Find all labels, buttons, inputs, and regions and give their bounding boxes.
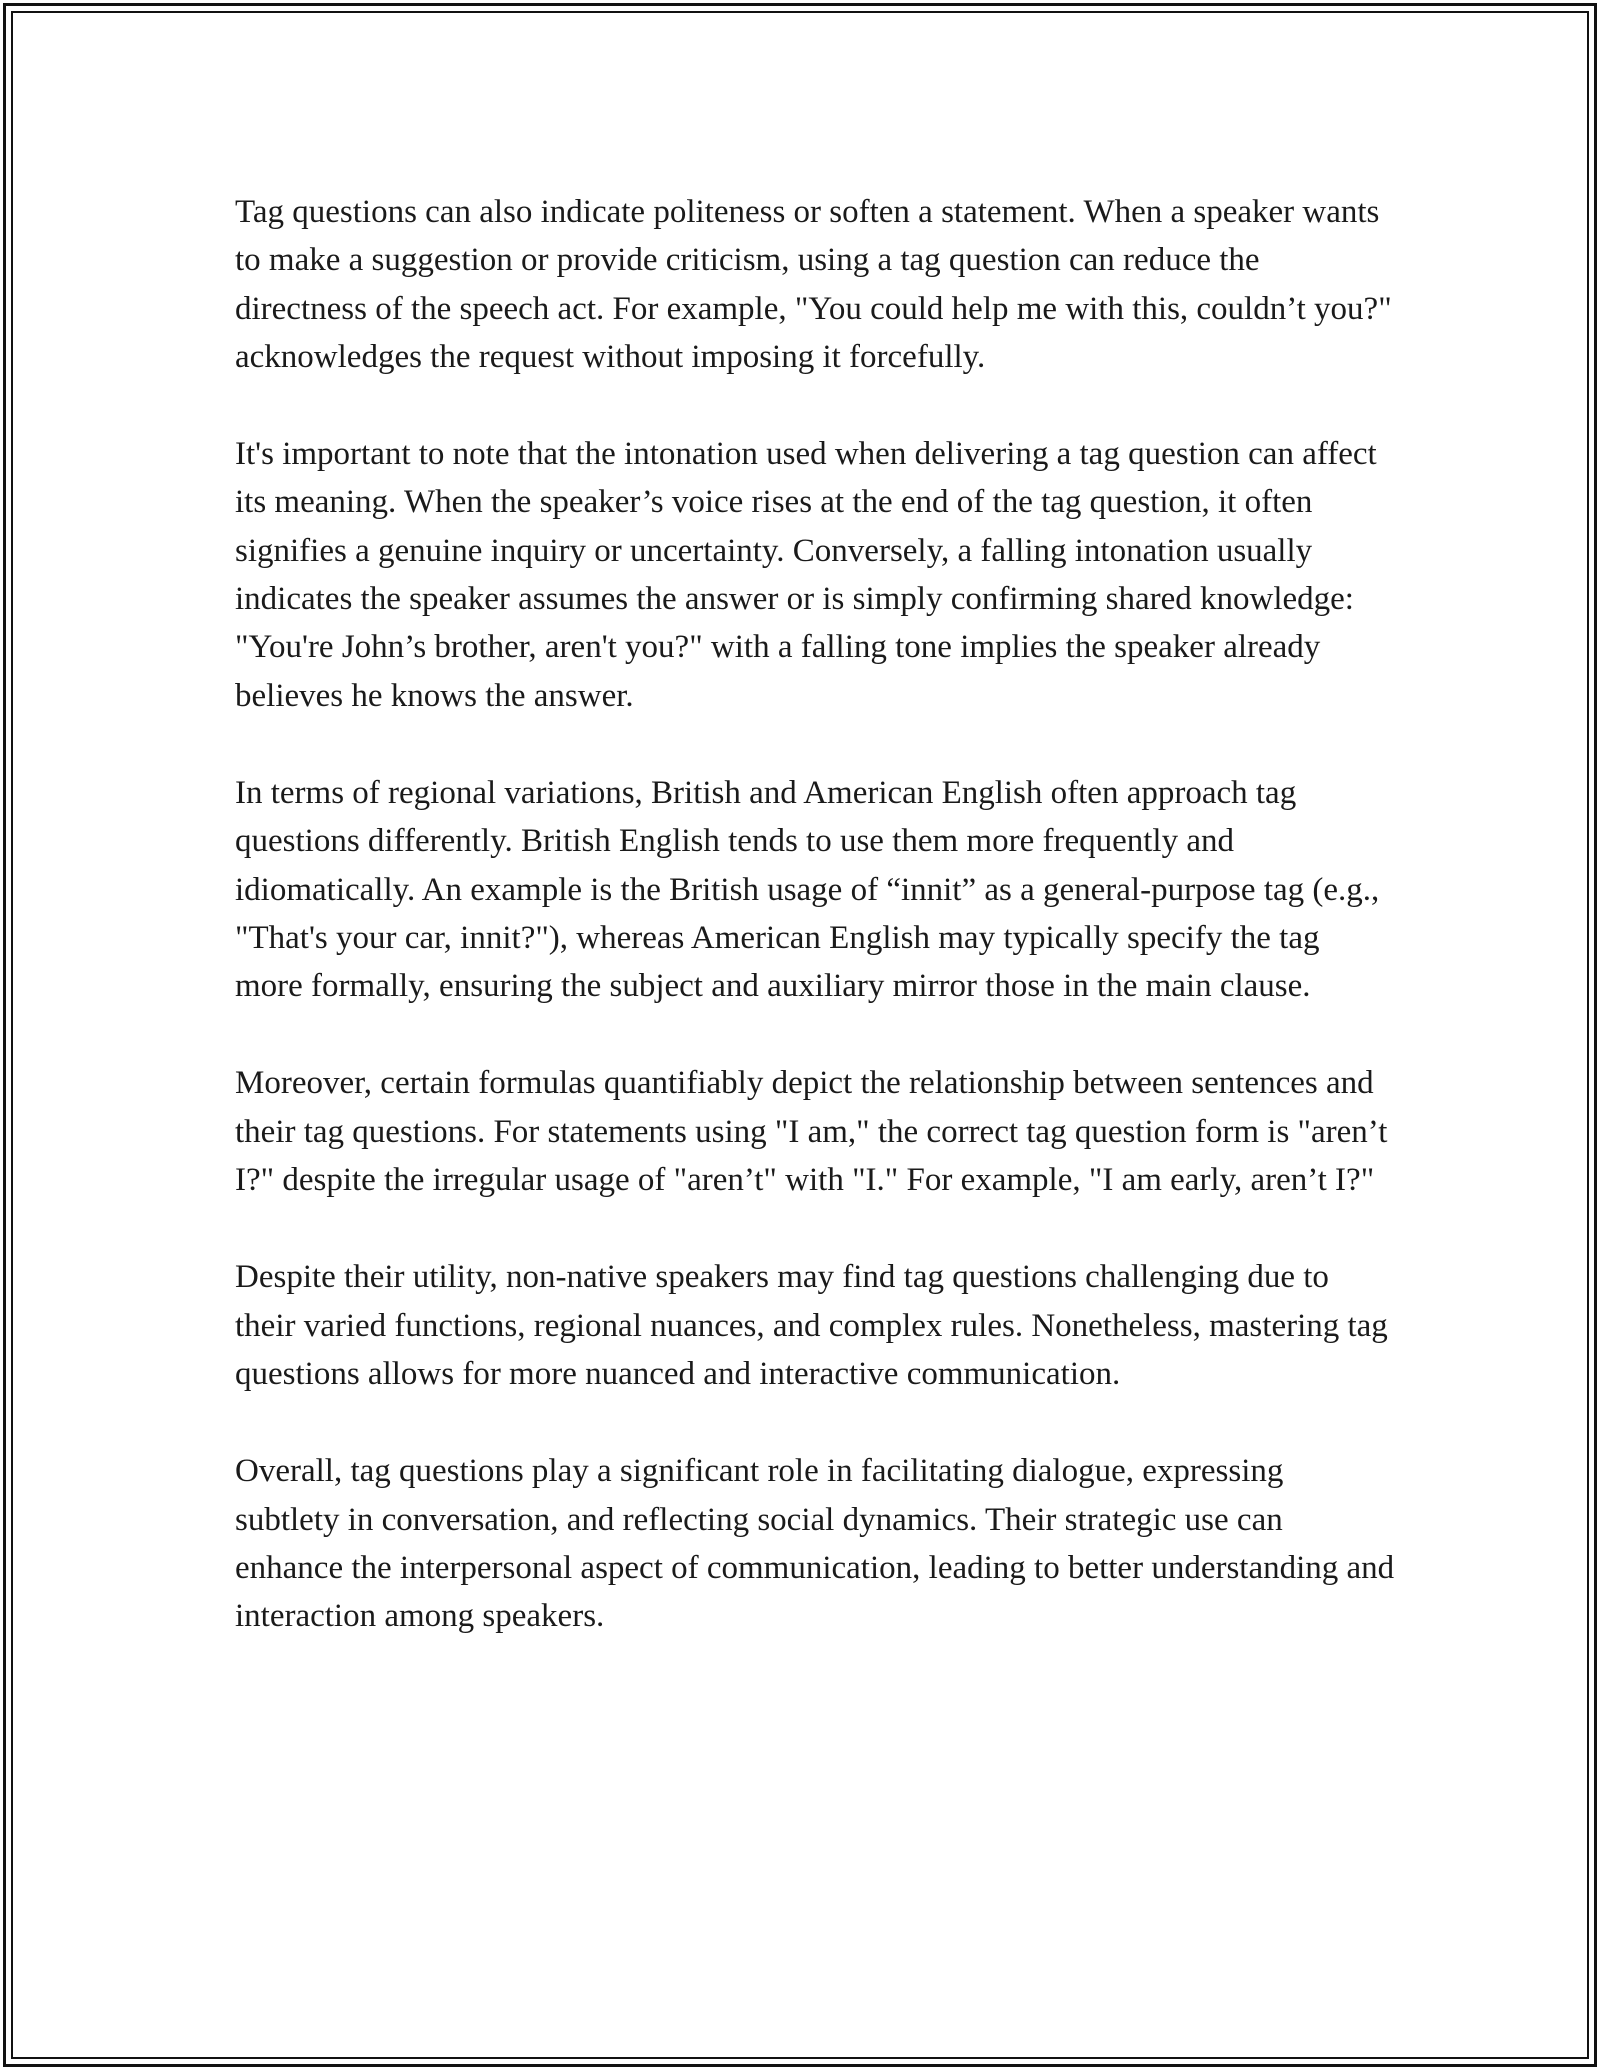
paragraph-regional-variations: In terms of regional variations, British and American English often approach tag questions differently. British English tends to use them more frequently and idiomatically. An example is the British usage of “innit” as a general-purpose tag (e.g., "That's your car, innit?"), whereas American English may typically specify the tag more formally, ensuring the subject and auxiliary mirror those in the main clause. <box>235 774 1380 1005</box>
paragraph-formulas: Moreover, certain formulas quantifiably depict the relationship between sentences and their tag questions. For statements using "I am," the correct tag question form is "aren’t I?" despite the irregular usage of "aren’t" with "I." For example, "I am early, aren’t I?" <box>235 1065 1388 1199</box>
paragraph-politeness: Tag questions can also indicate politeness or soften a statement. When a speaker wants to make a suggestion or provide criticism, using a tag question can reduce the directness of the speech act. For example, "You could help me with this, couldn’t you?" acknowledges the request without imposing it forcefully. <box>235 194 1392 375</box>
document-body <box>235 188 1395 1640</box>
paragraph-intonation: It's important to note that the intonation used when delivering a tag question can affect its meaning. When the speaker’s voice rises at the end of the tag question, it often signifies a genuine inquiry or uncertainty. Conversely, a falling intonation usually indicates the speaker assumes the answer or is simply confirming shared knowledge: "You're John’s brother, aren't you?" with a falling tone implies the speaker already believes he knows the answer. <box>235 436 1377 714</box>
paragraph-non-native-speakers: Despite their utility, non-native speakers may find tag questions challenging due to their varied functions, regional nuances, and complex rules. Nonetheless, mastering tag questions allows for more nuanced and interactive communication. <box>235 1259 1388 1392</box>
paragraph-conclusion: Overall, tag questions play a significant role in facilitating dialogue, expressing subtlety in conversation, and reflecting social dynamics. Their strategic use can enhance the interpersonal aspect of communication, leading to better understanding and interaction among speakers. <box>235 1453 1395 1635</box>
